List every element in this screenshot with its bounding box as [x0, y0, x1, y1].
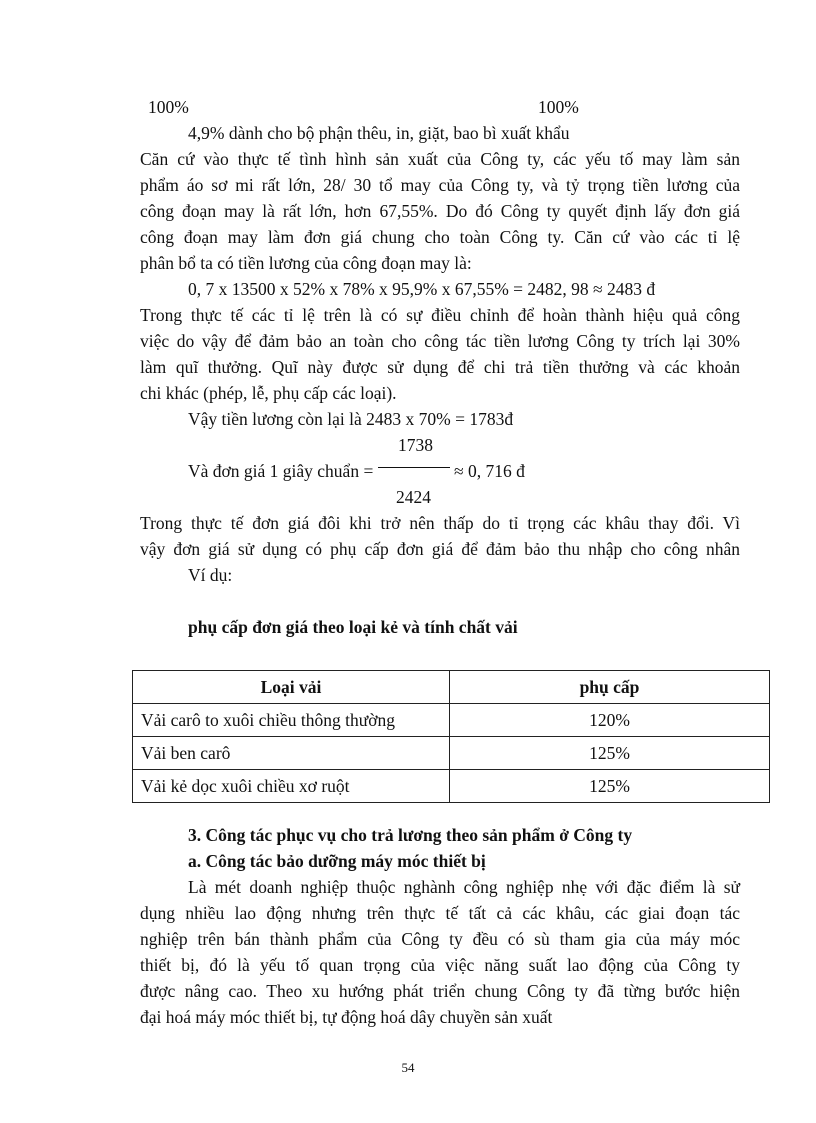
text-line: công đoạn may là rất lớn, hơn 67,55%. Do đó Công ty quyết định lấy đơn giá — [140, 201, 740, 221]
formula-label: Và đơn giá 1 giây chuẩn = — [188, 461, 374, 481]
text-line: làm quĩ thưởng. Quĩ này được sử dụng để chi trả tiền thưởng và các khoản — [140, 357, 740, 377]
table-cell-allowance: 125% — [450, 737, 770, 770]
table-row — [133, 770, 770, 803]
text-line: vậy đơn giá sử dụng có phụ cấp đơn giá để đảm bảo thu nhập cho công nhân — [140, 539, 740, 559]
table-cell-fabric: Vải kẻ dọc xuôi chiều xơ ruột — [133, 770, 450, 803]
text-line: Trong thực tế đơn giá đôi khi trở nên thấp do tỉ trọng các khâu thay đổi. Vì — [140, 513, 740, 533]
table-row — [133, 704, 770, 737]
table-cell-allowance: 120% — [450, 704, 770, 737]
text-line: Căn cứ vào thực tế tình hình sản xuất của Công ty, các yếu tố may làm sản — [140, 149, 740, 169]
section-heading: 3. Công tác phục vụ cho trả lương theo sản phẩm ở Công ty — [188, 825, 633, 845]
page-number: 54 — [401, 1060, 415, 1075]
allowance-table — [132, 670, 770, 803]
text-line: phân bổ ta có tiền lương của công đoạn may là: — [140, 253, 472, 273]
formula-line: 0, 7 x 13500 x 52% x 78% x 95,9% x 67,55% = 2482, 98 ≈ 2483 đ — [188, 279, 656, 299]
text-line: chi khác (phép, lễ, phụ cấp các loại). — [140, 383, 397, 403]
text-line: Trong thực tế các tỉ lệ trên là có sự điều chỉnh để hoàn thành hiệu quả công — [140, 305, 740, 325]
table-header-row — [133, 671, 770, 704]
text-line: Là mét doanh nghiệp thuộc nghành công nghiệp nhẹ với đặc điểm là sử — [188, 877, 740, 897]
text-line: đại hoá máy móc thiết bị, tự động hoá dây chuyền sản xuất — [140, 1007, 553, 1027]
fraction-denominator: 2424 — [396, 487, 431, 507]
top-right-percent: 100% — [538, 97, 579, 117]
table-title: phụ cấp đơn giá theo loại kẻ và tính chất vải — [188, 617, 518, 637]
table-cell-fabric: Vải ben carô — [133, 737, 450, 770]
table-header-cell: Loại vải — [133, 671, 450, 704]
fraction-numerator: 1738 — [398, 435, 433, 455]
text-line: việc do vậy để đảm bảo an toàn cho công tác tiền lương Công ty trích lại 30% — [140, 331, 740, 351]
text-line: thiết bị, đó là yếu tố quan trọng của việc năng suất lao động của Công ty — [140, 955, 740, 975]
text-line: dụng nhiều lao động nhưng trên thực tế tất cả các khâu, các giai đoạn tác — [140, 903, 740, 923]
subsection-heading: a. Công tác bảo dưỡng máy móc thiết bị — [188, 851, 486, 871]
top-left-percent: 100% — [148, 97, 189, 117]
table-header-cell: phụ cấp — [450, 671, 770, 704]
table-cell-allowance: 125% — [450, 770, 770, 803]
text-line: Vậy tiền lương còn lại là 2483 x 70% = 1783đ — [188, 409, 514, 429]
formula-result: ≈ 0, 716 đ — [454, 461, 525, 481]
text-line: được nâng cao. Theo xu hướng phát triển chung Công ty đã từng bước hiện — [140, 981, 740, 1001]
text-line: công đoạn may làm đơn giá chung cho toàn Công ty. Căn cứ vào các tỉ lệ — [140, 227, 740, 247]
text-line: 4,9% dành cho bộ phận thêu, in, giặt, bao bì xuất khẩu — [188, 123, 570, 143]
text-line: phẩm áo sơ mi rất lớn, 28/ 30 tổ may của Công ty, và tỷ trọng tiền lương của — [140, 175, 740, 195]
table-cell-fabric: Vải carô to xuôi chiều thông thường — [133, 704, 450, 737]
text-line: nghiệp trên bán thành phẩm của Công ty đều có sù tham gia của máy móc — [140, 929, 740, 949]
fraction-bar — [378, 467, 450, 468]
text-line: Ví dụ: — [188, 565, 233, 585]
table-row — [133, 737, 770, 770]
